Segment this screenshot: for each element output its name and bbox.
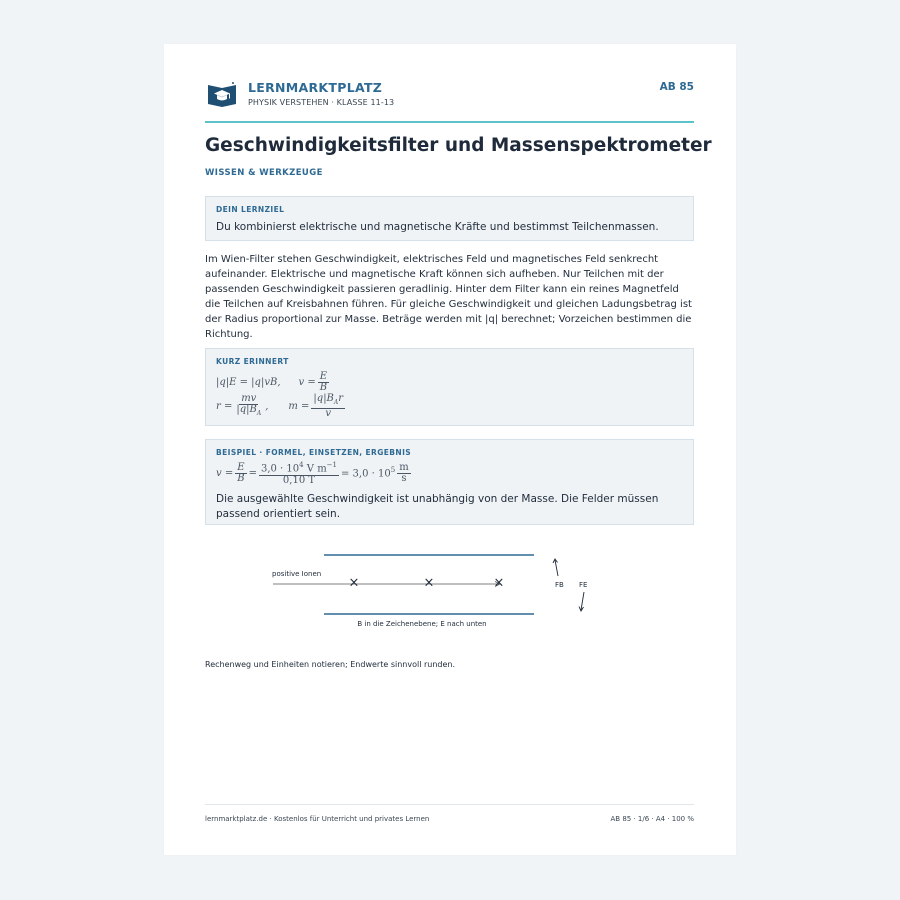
example-fraction-values-denominator: 0,10 T xyxy=(282,474,316,486)
reminder-formula-row-2 xyxy=(216,392,347,419)
velocity-fraction xyxy=(318,372,329,393)
magnetic-force-label: FB xyxy=(555,581,564,589)
field-cross-2: × xyxy=(423,575,435,591)
field-cross-3: × xyxy=(493,575,505,591)
page-title: Geschwindigkeitsfilter und Massenspektrometer xyxy=(205,135,712,156)
section-kicker: WISSEN & WERKZEUGE xyxy=(205,168,323,178)
example-result-unit xyxy=(397,463,410,484)
footer-divider xyxy=(205,804,694,805)
wien-filter-diagram xyxy=(269,547,599,637)
brand-name: LERNMARKTPLATZ xyxy=(248,80,383,95)
example-unit-denominator: s xyxy=(401,472,407,484)
reminder-box xyxy=(205,348,694,426)
radius-fraction-numerator: mv xyxy=(241,392,257,404)
mass-formula-lhs: m = xyxy=(288,400,310,412)
sheet-code: AB 85 xyxy=(659,81,694,93)
example-formula xyxy=(216,462,413,484)
example-result: = $3,0 \cdot 10^5$ xyxy=(341,466,396,480)
intro-paragraph: Im Wien-Filter stehen Geschwindigkeit, elektrisches Feld und magnetisches Feld senkrecht aufeinander. Elektrische und magnetische Kraft können sich aufheben. Nur Teilchen mit der passenden Geschwindigkeit passieren geradlinig. Hinter dem Filter kann ein reines Magnetfeld die Teilchen auf Kreisbahnen führen. Für gleiche Geschwindigkeit und gleichen Ladungsbetrag ist der Radius proportional zur Masse. Beträge werden mit |q| berechnet; Vorzeichen bestimmen die Richtung. xyxy=(205,254,692,340)
example-fraction-values-numerator: $3,0 \cdot 10^4$ V $m^{-1}$ xyxy=(260,461,337,475)
field-cross-1: × xyxy=(348,575,360,591)
worksheet-page xyxy=(164,44,736,855)
mass-fraction xyxy=(311,394,345,419)
learning-goal-box xyxy=(205,196,694,241)
header-divider xyxy=(205,121,694,123)
velocity-formula-lhs: v = xyxy=(298,376,316,388)
reminder-label: KURZ ERINNERT xyxy=(216,357,289,366)
footer-site-info: lernmarktplatz.de · Kostenlos für Unterricht und privates Lernen xyxy=(205,815,430,823)
mass-fraction-numerator: $|q|B_Ar$ xyxy=(311,394,345,409)
example-fraction-eb-denominator: B xyxy=(237,472,245,484)
beam-label: positive Ionen xyxy=(272,570,322,578)
example-fraction-eb-numerator: E xyxy=(237,461,245,473)
example-fraction-eb xyxy=(235,463,246,484)
instruction-note: Rechenweg und Einheiten notieren; Endwerte sinnvoll runden. xyxy=(205,660,456,669)
radius-formula-lhs: r = xyxy=(216,400,233,412)
radius-formula-comma: , xyxy=(265,400,269,412)
radius-fraction xyxy=(234,394,263,419)
learning-goal-text: Du kombinierst elektrische und magnetische Kräfte und bestimmst Teilchenmassen. xyxy=(216,221,659,233)
radius-fraction-denominator: $|q|B_A$ xyxy=(236,403,262,417)
brand-subtitle: PHYSIK VERSTEHEN · KLASSE 11-13 xyxy=(248,98,395,107)
example-equals: = xyxy=(248,467,257,479)
force-balance-formula: |q|E = |q|vB, xyxy=(216,376,281,388)
plate-label: B in die Zeichenebene; E nach unten xyxy=(357,620,487,628)
learning-goal-label: DEIN LERNZIEL xyxy=(216,205,285,214)
example-box xyxy=(205,439,694,525)
mass-fraction-denominator: v xyxy=(325,407,332,419)
graduation-book-icon xyxy=(207,81,237,107)
reminder-formula-row-1 xyxy=(216,371,331,393)
example-label: BEISPIEL · FORMEL, EINSETZEN, ERGEBNIS xyxy=(216,448,412,457)
example-lhs: v = xyxy=(216,467,234,479)
example-fraction-values xyxy=(259,460,339,485)
example-unit-numerator: m xyxy=(399,461,409,473)
example-explanation: Die ausgewählte Geschwindigkeit ist unabhängig von der Masse. Die Felder müssen passend orientiert sein. xyxy=(216,493,659,520)
velocity-fraction-numerator: E xyxy=(319,370,328,382)
footer-page-info: AB 85 · 1/6 · A4 · 100 % xyxy=(610,815,694,823)
electric-force-label: FE xyxy=(579,581,588,589)
velocity-fraction-denominator: B xyxy=(319,381,328,393)
